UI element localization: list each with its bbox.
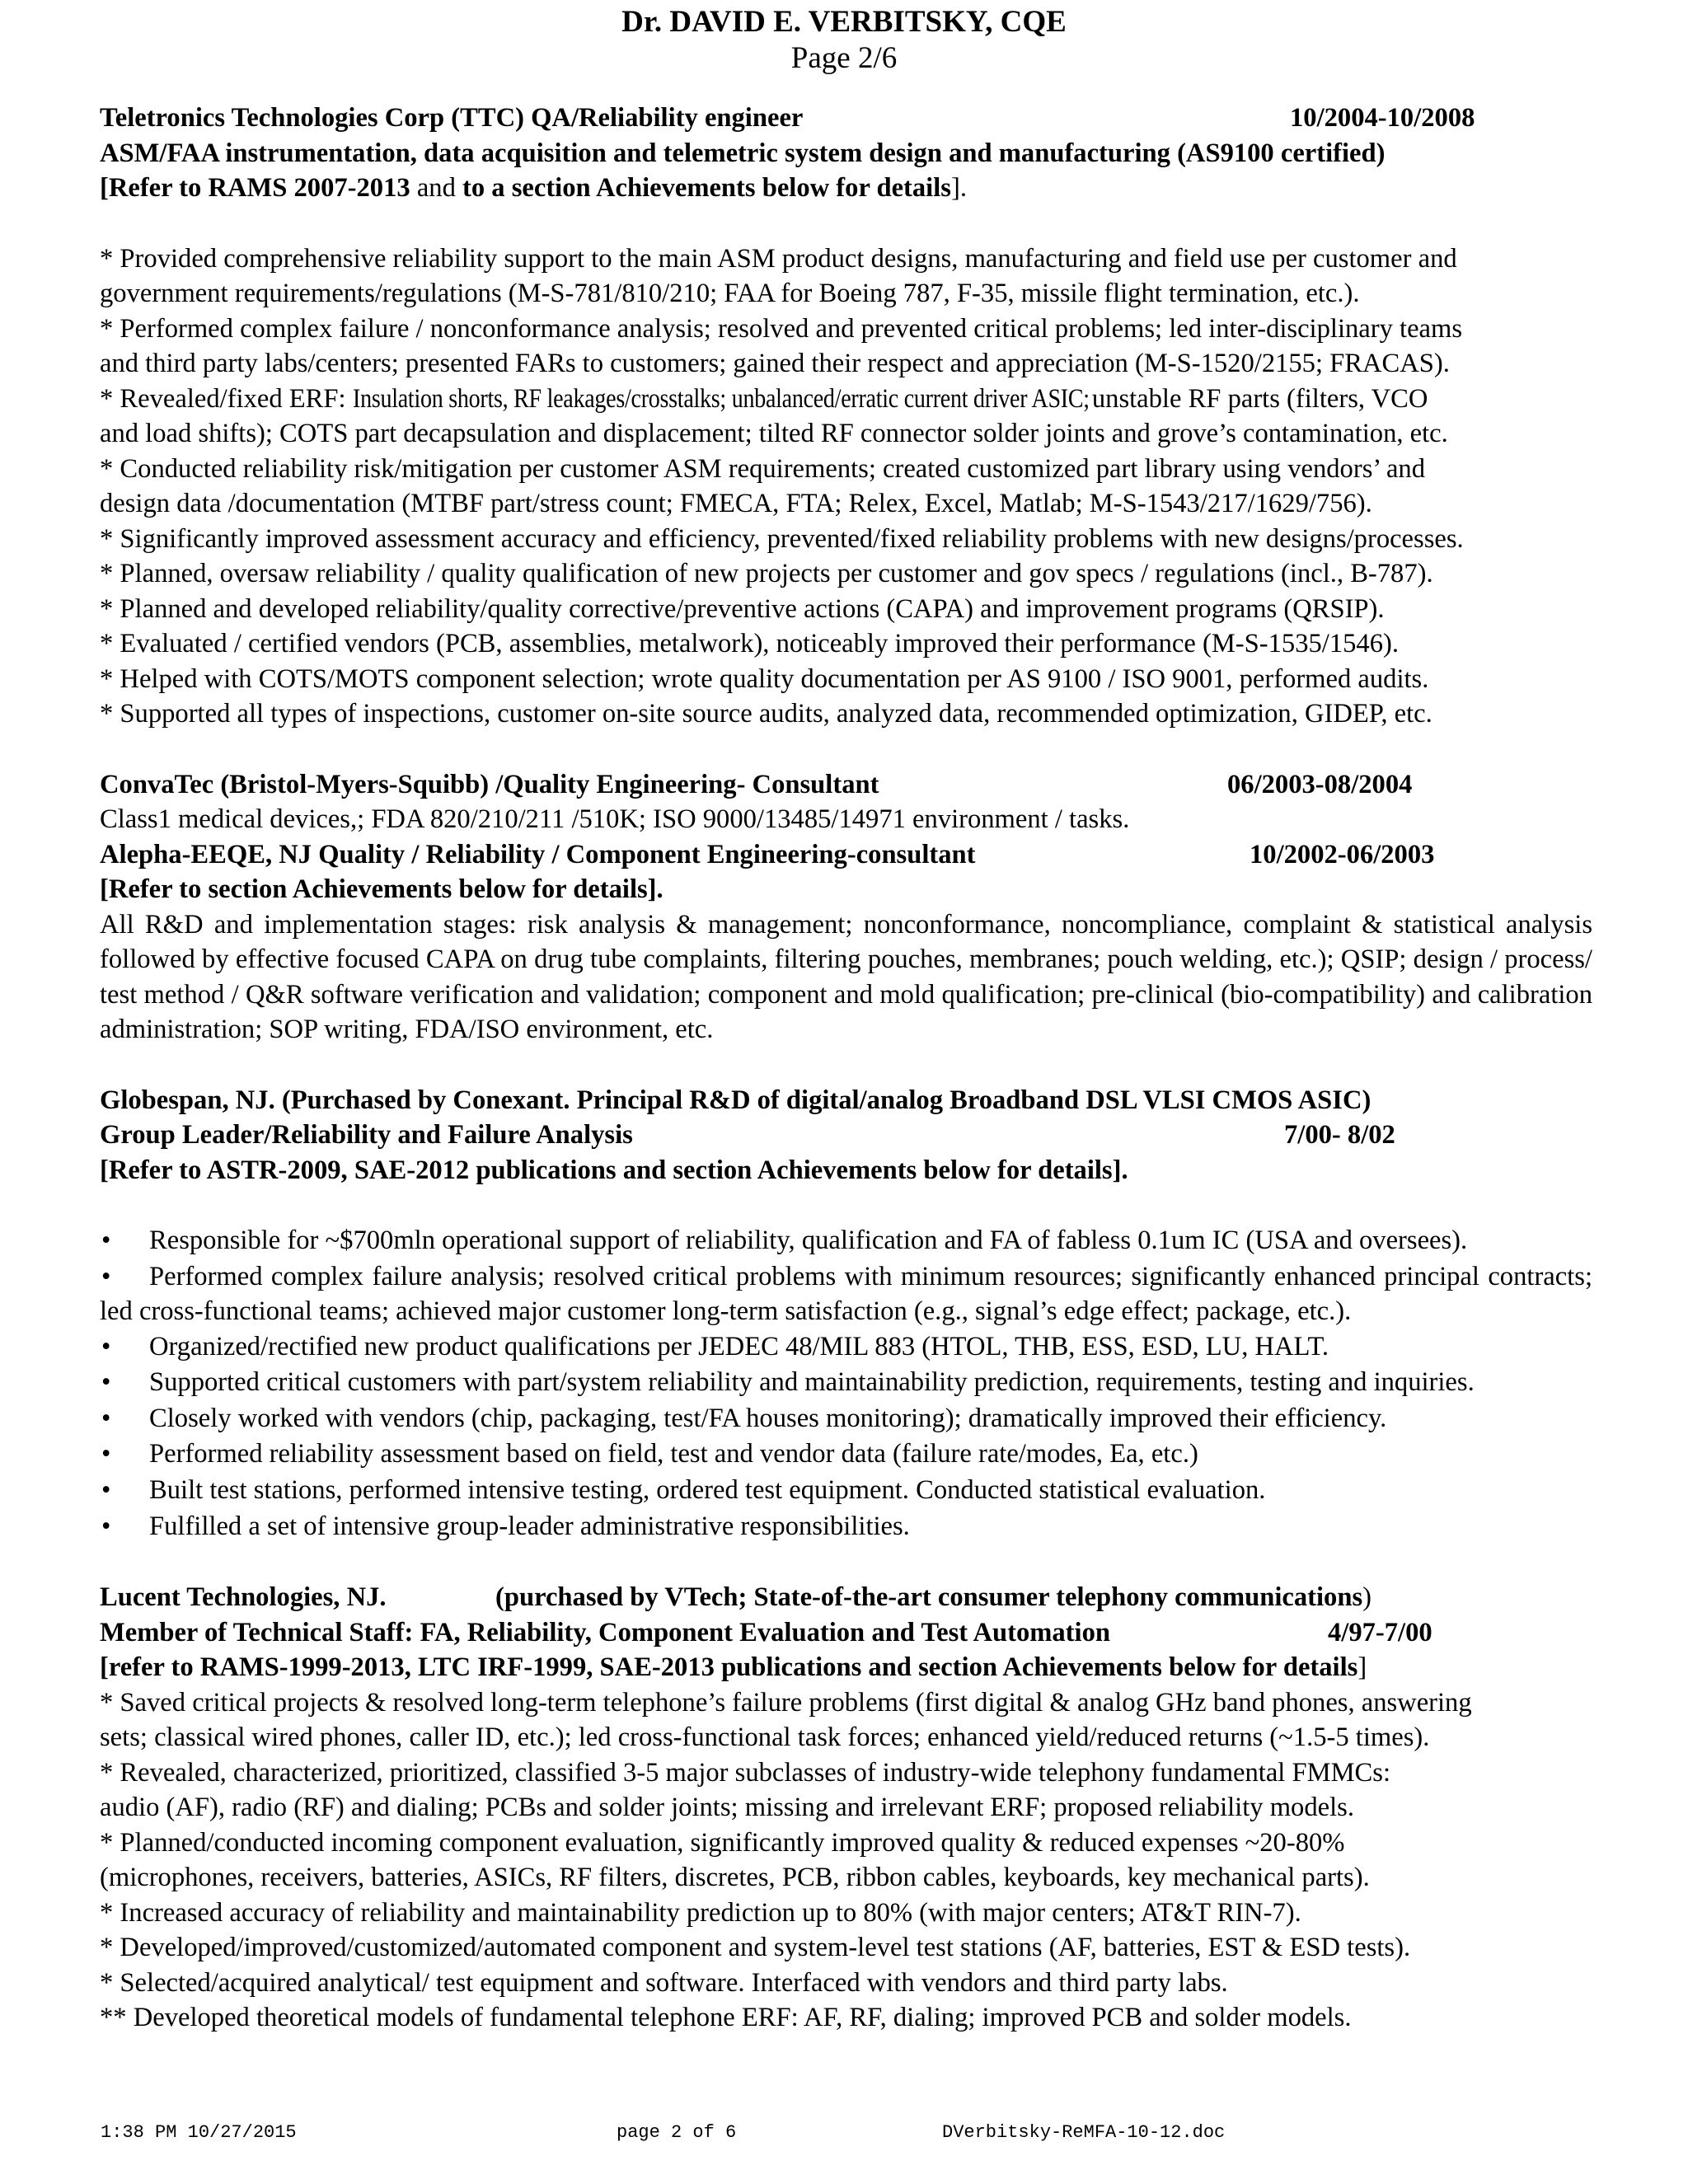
bullet-text: Supported critical customers with part/system reliability and maintainability prediction, requirements, testing and inquiries. xyxy=(149,1367,1475,1398)
ttc-line: * Planned, oversaw reliability / quality qualification of new projects per customer and gov specs / regulations (incl., B-787). xyxy=(100,559,1433,588)
author-name: Dr. DAVID E. VERBITSKY, CQE xyxy=(621,5,1067,39)
lucent-note-wrap xyxy=(495,1580,1372,1615)
bullet-dot-icon: • xyxy=(101,1261,111,1291)
lucent-line: ** Developed theoretical models of fundamental telephone ERF: AF, RF, dialing; improved PCB and solder models. xyxy=(100,2003,1352,2033)
alepha-title: Alepha-EEQE, NJ Quality / Reliability / Component Engineering-consultant xyxy=(100,839,976,869)
bullet-text: Organized/rectified new product qualifications per JEDEC 48/MIL 883 (HTOL, THB, ESS, ESD, LU, HALT. xyxy=(149,1331,1329,1361)
globespan-role-line xyxy=(100,1118,1592,1153)
ttc-heading xyxy=(100,101,1592,136)
bullet-dot-icon: • xyxy=(101,1439,111,1469)
bullet-text: Closely worked with vendors (chip, packaging, test/FA houses monitoring); dramatically improved their efficiency. xyxy=(149,1403,1387,1433)
lucent-line: audio (AF), radio (RF) and dialing; PCBs and solder joints; missing and irrelevant ERF; proposed reliability models. xyxy=(100,1793,1354,1823)
ttc-erf-a: * Revealed/fixed ERF: xyxy=(100,383,353,414)
lucent-dates: 4/97-7/00 xyxy=(1328,1617,1432,1647)
lucent-note-end: ) xyxy=(1362,1582,1372,1613)
lucent-line: * Selected/acquired analytical/ test equipment and software. Interfaced with vendors and third party labs. xyxy=(100,1967,1228,1998)
lucent-line: * Developed/improved/customized/automated component and system-level test stations (AF, batteries, EST & ESD tests). xyxy=(100,1933,1411,1963)
ttc-line: government requirements/regulations (M-S-781/810/210; FAA for Boeing 787, F-35, missile flight termination, etc.). xyxy=(100,279,1360,308)
ttc-line: * Planned and developed reliability/quality corrective/preventive actions (CAPA) and improvement programs (QRSIP). xyxy=(100,593,1385,624)
page-number-header: Page 2/6 xyxy=(790,41,898,75)
lucent-line: * Revealed, characterized, prioritized, classified 3-5 major subclasses of industry-wide telephony fundamental FMMCs: xyxy=(100,1757,1391,1788)
convatec-heading xyxy=(100,767,1592,803)
lucent-note: (purchased by VTech; State-of-the-art consumer telephony communications xyxy=(495,1582,1363,1613)
globespan-bullet xyxy=(100,1365,1592,1401)
ttc-dates: 10/2004-10/2008 xyxy=(1290,103,1475,133)
lucent-line: * Increased accuracy of reliability and maintainability prediction up to 80% (with major centers; AT&T RIN-7). xyxy=(100,1897,1301,1928)
bullet-text: Performed complex failure analysis; resolved critical problems with minimum resources; significantly enhanced principal contracts; led cross-functional teams; achieved major customer long-term satisfaction (e.g., signal’s edge effect; package, etc.). xyxy=(100,1261,1592,1327)
ttc-line: * Supported all types of inspections, customer on-site source audits, analyzed data, recommended optimization, GIDEP, etc. xyxy=(100,699,1432,729)
alepha-dates: 10/2002-06/2003 xyxy=(1250,839,1435,869)
lucent-line: * Saved critical projects & resolved long-term telephone’s failure problems (first digital & analog GHz band phones, answering xyxy=(100,1687,1472,1718)
ttc-line: * Significantly improved assessment accuracy and efficiency, prevented/fixed reliability problems with new designs/processes. xyxy=(100,523,1464,554)
globespan-bullet xyxy=(100,1509,1592,1545)
ttc-line: * Evaluated / certified vendors (PCB, assemblies, metalwork), noticeably improved their performance (M-S-1535/1546). xyxy=(100,629,1399,658)
alepha-paragraph xyxy=(100,907,1592,1047)
globespan-bullet xyxy=(100,1473,1592,1509)
globespan-bullet xyxy=(100,1329,1592,1366)
bullet-dot-icon: • xyxy=(101,1511,111,1541)
ttc-line: * Helped with COTS/MOTS component selection; wrote quality documentation per AS 9100 / ISO 9001, performed audits. xyxy=(100,663,1429,694)
ttc-subtitle: ASM/FAA instrumentation, data acquisition and telemetric system design and manufacturing (AS9100 certified) xyxy=(100,138,1386,168)
bullet-dot-icon: • xyxy=(101,1331,111,1361)
ttc-refer-and: and xyxy=(410,173,462,203)
globespan-role: Group Leader/Reliability and Failure Analysis xyxy=(100,1120,633,1150)
lucent-heading xyxy=(100,1580,1592,1615)
convatec-title: ConvaTec (Bristol-Myers-Squibb) /Quality Engineering- Consultant xyxy=(100,769,879,799)
alepha-heading xyxy=(100,837,1592,873)
alepha-refer: [Refer to section Achievements below for details]. xyxy=(100,874,663,904)
bullet-dot-icon: • xyxy=(101,1474,111,1505)
ttc-refer-end: ]. xyxy=(950,173,967,203)
resume-content xyxy=(100,101,1592,2036)
bullet-dot-icon: • xyxy=(101,1367,111,1398)
ttc-line: * Conducted reliability risk/mitigation per customer ASM requirements; created customized part library using vendors’ and xyxy=(100,453,1425,484)
globespan-bullet xyxy=(100,1259,1592,1329)
ttc-erf-line xyxy=(100,382,1592,417)
footer-page: page 2 of 6 xyxy=(617,2122,737,2143)
ttc-line: and load shifts); COTS part decapsulation and displacement; tilted RF connector solder joints and grove’s contamination, etc. xyxy=(100,419,1448,448)
ttc-refer xyxy=(100,171,1592,206)
alepha-paragraph-text: All R&D and implementation stages: risk analysis & management; nonconformance, noncompliance, complaint & statistical analysis followed by effective focused CAPA on drug tube complaints, filtering pouches, membranes; pouch welding, etc.); QSIP; design / process/ test method / Q&R software verification and validation; component and mold qualification; pre-clinical (bio-compatibility) and calibration administration; SOP writing, FDA/ISO environment, etc. xyxy=(100,909,1592,1044)
ttc-refer-a: [Refer to RAMS 2007-2013 xyxy=(100,173,410,203)
ttc-title: Teletronics Technologies Corp (TTC) QA/Reliability engineer xyxy=(100,103,804,133)
lucent-line: * Planned/conducted incoming component evaluation, significantly improved quality & reduced expenses ~20-80% xyxy=(100,1827,1345,1858)
lucent-line: sets; classical wired phones, caller ID, etc.); led cross-functional task forces; enhanced yield/reduced returns (~1.5-5 times). xyxy=(100,1722,1430,1753)
bullet-text: Responsible for ~$700mln operational support of reliability, qualification and FA of fabless 0.1um IC (USA and oversees). xyxy=(149,1226,1468,1255)
bullet-text: Performed reliability assessment based on field, test and vendor data (failure rate/modes, Ea, etc.) xyxy=(149,1439,1198,1469)
ttc-line: * Performed complex failure / nonconformance analysis; resolved and prevented critical problems; led inter-disciplinary teams xyxy=(100,313,1463,344)
globespan-bullet xyxy=(100,1436,1592,1473)
lucent-refer: [refer to RAMS-1999-2013, LTC IRF-1999, SAE-2013 publications and section Achievements below for details xyxy=(100,1652,1358,1683)
ttc-refer-b: to a section Achievements below for details xyxy=(462,173,951,203)
bullet-dot-icon: • xyxy=(101,1226,111,1255)
lucent-refer-line xyxy=(100,1650,1592,1685)
globespan-bullet xyxy=(100,1401,1592,1437)
convatec-desc: Class1 medical devices,; FDA 820/210/211 /510K; ISO 9000/13485/14971 environment / tasks. xyxy=(100,804,1130,834)
bullet-text: Built test stations, performed intensive testing, ordered test equipment. Conducted statistical evaluation. xyxy=(149,1474,1266,1505)
globespan-title: Globespan, NJ. (Purchased by Conexant. Principal R&D of digital/analog Broadband DSL VLSI CMOS ASIC) xyxy=(100,1085,1372,1115)
ttc-line: and third party labs/centers; presented FARs to customers; gained their respect and appreciation (M-S-1520/2155; FRACAS). xyxy=(100,349,1450,378)
convatec-dates: 06/2003-08/2004 xyxy=(1227,769,1413,799)
footer-filename: DVerbitsky-ReMFA-10-12.doc xyxy=(942,2122,1226,2143)
globespan-refer: [Refer to ASTR-2009, SAE-2012 publications and section Achievements below for details]. xyxy=(100,1155,1128,1185)
ttc-erf-c: unstable RF parts (filters, VCO xyxy=(1085,383,1428,414)
globespan-dates: 7/00- 8/02 xyxy=(1284,1120,1395,1150)
bullet-dot-icon: • xyxy=(101,1403,111,1433)
ttc-line: design data /documentation (MTBF part/stress count; FMECA, FTA; Relex, Excel, Matlab; M-S-1543/217/1629/756). xyxy=(100,489,1372,518)
lucent-role-line xyxy=(100,1615,1592,1651)
globespan-bullet xyxy=(100,1223,1592,1259)
lucent-refer-end: ] xyxy=(1357,1652,1367,1683)
ttc-erf-b: Insulation shorts, RF leakages/crosstalks; unbalanced/erratic current driver ASIC; xyxy=(352,383,1090,414)
lucent-line: (microphones, receivers, batteries, ASICs, RF filters, discretes, PCB, ribbon cables, keyboards, key mechanical parts). xyxy=(100,1863,1370,1893)
lucent-company: Lucent Technologies, NJ. xyxy=(100,1582,387,1613)
ttc-line: * Provided comprehensive reliability support to the main ASM product designs, manufacturing and field use per customer and xyxy=(100,243,1457,274)
footer-timestamp: 1:38 PM 10/27/2015 xyxy=(101,2122,297,2143)
bullet-text: Fulfilled a set of intensive group-leader administrative responsibilities. xyxy=(149,1511,910,1541)
lucent-role: Member of Technical Staff: FA, Reliability, Component Evaluation and Test Automation xyxy=(100,1617,1110,1647)
